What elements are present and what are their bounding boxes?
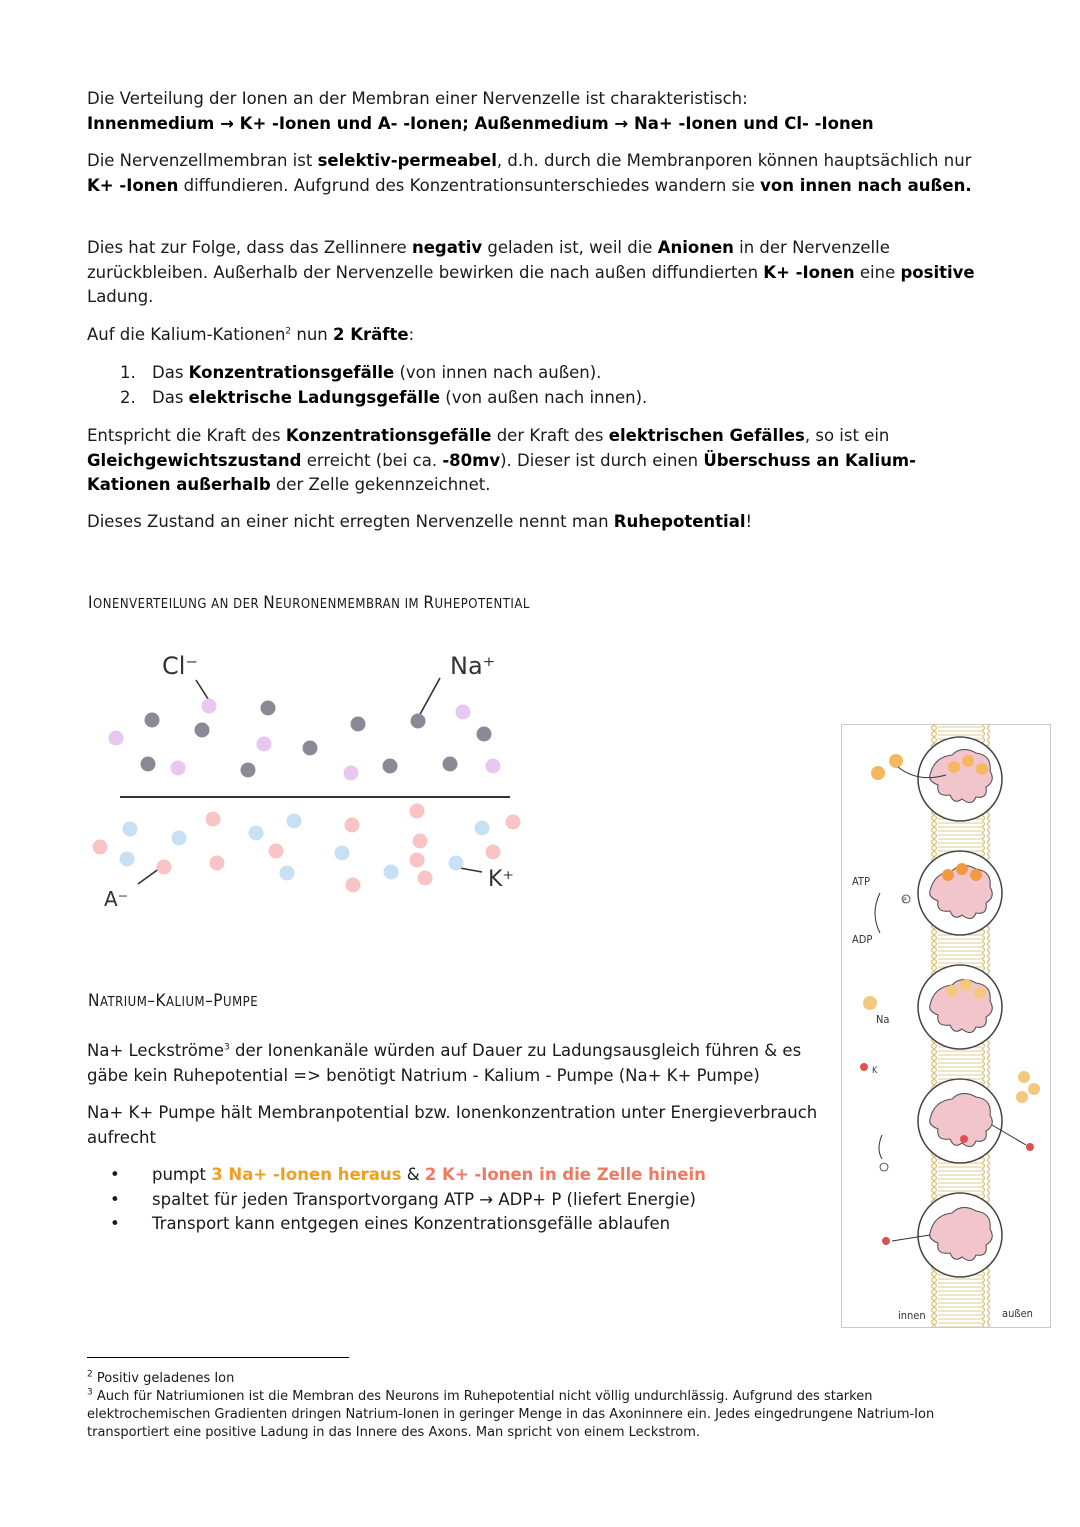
anion-pointer (138, 868, 160, 884)
ion-dot (249, 826, 264, 841)
phosphate-label: P (903, 897, 907, 904)
outer-ions (93, 804, 521, 893)
bullet: • (110, 1214, 120, 1233)
text: Dieses Zustand an einer nicht erregten Nervenzelle nennt man (87, 512, 614, 531)
pump-stage-1 (871, 737, 1002, 821)
leak-current-paragraph (87, 1039, 827, 1088)
ion-dot (486, 759, 501, 774)
footnote-ref: 3 (224, 1042, 230, 1053)
ion-dot (410, 804, 425, 819)
list-item (120, 386, 980, 411)
ion-dot (411, 714, 426, 729)
ion-dot (202, 699, 217, 714)
ion-dot (384, 865, 399, 880)
ion-dot (303, 741, 318, 756)
footnote-text: Auch für Natriumionen ist die Membran des Neurons im Ruhepotential nicht völlig undurchlässig. Aufgrund des starken elektrochemischen Gradienten dringen Natrium-Ionen in geringer Menge in das Axoninnere ein. Jedes eingedrungene Natrium-Ion transportiert eine positive Ladung in das Innere des Axons. Man spricht von einem Leckstrom. (87, 1389, 935, 1440)
ion-dot (345, 818, 360, 833)
footnotes (87, 1370, 987, 1442)
footnote-number: 2 (87, 1369, 93, 1380)
heading-word: ALIUM (166, 995, 206, 1010)
heading-separator: – (205, 991, 214, 1011)
text: erreicht (bei ca. (301, 450, 443, 470)
text: (von außen nach innen). (440, 387, 648, 407)
forces-paragraph (87, 323, 987, 348)
bold-term: Gleichgewichtszustand (87, 450, 302, 470)
text: Entspricht die Kraft des (87, 426, 286, 445)
footnote-number: 3 (87, 1387, 93, 1398)
ion-dot (383, 759, 398, 774)
ion-dot (145, 713, 160, 728)
text: pumpt (152, 1165, 212, 1184)
anion-label: A⁻ (104, 887, 129, 911)
text: Ladung. (87, 287, 154, 306)
ion-dot (410, 853, 425, 868)
heading-word: UHEPOTENTIAL (434, 597, 530, 612)
text: Dies hat zur Folge, dass das Zellinnere (87, 238, 412, 257)
inner-ions (109, 699, 501, 781)
pump-function-paragraph: Na+ K+ Pumpe hält Membranpotential bzw. Ionenkonzentration unter Energieverbrauch aufrecht (87, 1103, 818, 1147)
list-number: 2. (120, 387, 136, 407)
bold-term: negativ (411, 238, 483, 257)
ion-distribution-line: Innenmedium → K+ -Ionen und A- -Ionen; Außenmedium → Na+ -Ionen und Cl- -Ionen (87, 113, 874, 133)
text: spaltet für jeden Transportvorgang ATP → ADP+ P (liefert Energie) (152, 1189, 696, 1209)
heading-word: EURONENMEMBRAN (275, 597, 401, 612)
pump-facts-list (110, 1163, 810, 1237)
potassium-highlight: 2 K+ -Ionen in die Zelle hinein (424, 1165, 706, 1184)
list-item (110, 1163, 810, 1188)
text: ). Dieser ist durch einen (500, 450, 704, 470)
sodium-pointer (418, 678, 440, 718)
potassium-legend-dot (860, 1063, 868, 1071)
ion-dot (172, 831, 187, 846)
footnote-divider (87, 1357, 349, 1358)
ion-dot (109, 731, 124, 746)
text: Auf die Kalium-Kationen (87, 325, 286, 344)
ion-dot (261, 701, 276, 716)
ion-dot (241, 763, 256, 778)
outside-label: außen (1002, 1307, 1033, 1320)
text: geladen ist, weil die (482, 238, 658, 257)
ion-dot (456, 705, 471, 720)
ion-dot (280, 866, 295, 881)
text: der Kraft des (491, 426, 609, 445)
adp-label: ADP (852, 933, 873, 946)
ion-dot (443, 757, 458, 772)
inside-label: innen (898, 1309, 926, 1322)
atp-label: ATP (852, 875, 870, 888)
ion-dot (171, 761, 186, 776)
ion-dot (486, 845, 501, 860)
ion-dot (195, 723, 210, 738)
ion-dot (120, 852, 135, 867)
ion-dot (346, 878, 361, 893)
heading-word: ATRIUM (99, 995, 148, 1010)
bold-term: Ruhepotential (613, 512, 746, 531)
heading-word: AN DER (206, 597, 264, 612)
ion-dot (477, 727, 492, 742)
intro-line: Die Verteilung der Ionen an der Membran einer Nervenzelle ist charakteristisch: (87, 89, 748, 108)
sodium-potassium-pump-heading (88, 991, 258, 1011)
text: : (408, 325, 415, 344)
text: Transport kann entgegen eines Konzentrationsgefälle ablaufen (152, 1214, 671, 1233)
ion-dot (287, 814, 302, 829)
ion-dot (93, 840, 108, 855)
heading-word: IM (400, 597, 424, 612)
pump-cycle-svg (842, 725, 1050, 1327)
heading-initial: K (155, 991, 166, 1011)
text: diffundieren. Aufgrund des Konzentrationsunterschiedes wandern sie (178, 175, 761, 195)
heading-initial: I (88, 593, 94, 613)
ion-dot (418, 871, 433, 886)
ion-dot (141, 757, 156, 772)
sodium-highlight: 3 Na+ -Ionen heraus (211, 1165, 402, 1184)
heading-separator: – (147, 991, 156, 1011)
ion-dot (206, 812, 221, 827)
sodium-label: Na⁺ (450, 652, 496, 680)
list-item (110, 1188, 810, 1213)
text: Die Nervenzellmembran ist (87, 151, 318, 170)
intro-paragraph (87, 87, 987, 136)
heading-initial: P (213, 991, 224, 1011)
ion-dot (413, 834, 428, 849)
footnote-3 (87, 1388, 987, 1442)
text: Das (152, 363, 189, 382)
text: in der Nervenzelle zurückbleiben. Außerhalb der Nervenzelle bewirken die nach außen diffundierten (87, 238, 890, 282)
heading-initial: R (423, 593, 435, 613)
list-number: 1. (120, 363, 136, 382)
heading-word: UMPE (223, 995, 259, 1010)
bold-term: selektiv-permeabel (317, 151, 497, 170)
list-item (110, 1212, 810, 1237)
bold-term: Konzentrationsgefälle (285, 426, 492, 445)
ion-dot (157, 860, 172, 875)
resting-potential-paragraph (87, 510, 987, 535)
ion-dot (506, 815, 521, 830)
ion-distribution-heading (88, 593, 530, 613)
bold-term: elektrischen Gefälles (608, 426, 805, 445)
ion-dot (257, 737, 272, 752)
text: , d.h. durch die Membranporen können hauptsächlich nur (496, 151, 972, 170)
bold-term: Überschuss an Kalium-Kationen außerhalb (87, 450, 916, 494)
sodium-legend-dot (863, 996, 877, 1010)
text: , so ist ein (804, 426, 890, 445)
text: der Ionenkanäle würden auf Dauer zu Ladungsausgleich führen & es gäbe kein Ruhepotential => benötigt Natrium - Kalium - Pumpe (Na+ K+ Pumpe) (87, 1041, 802, 1085)
text: nun (291, 325, 334, 344)
chloride-label: Cl⁻ (162, 652, 199, 680)
bold-term: K+ -Ionen (87, 175, 179, 195)
heading-initial: N (88, 991, 100, 1011)
bold-term: Konzentrationsgefälle (188, 363, 395, 382)
bold-term: -80mv (442, 450, 501, 470)
bullet: • (110, 1165, 120, 1184)
bold-term: Anionen (657, 238, 734, 257)
text: Na+ Leckströme (87, 1041, 225, 1060)
heading-initial: N (263, 593, 276, 613)
sodium-legend-label: Na (876, 1013, 890, 1026)
bullet: • (110, 1189, 120, 1209)
bold-term: von innen nach außen. (760, 175, 972, 195)
potassium-pointer (460, 868, 482, 872)
pump-stage-4 (879, 1071, 1040, 1171)
equilibrium-paragraph (87, 424, 987, 498)
text: (von innen nach außen). (394, 363, 602, 382)
forces-list (120, 361, 980, 410)
footnote-text: Positiv geladenes Ion (96, 1371, 235, 1386)
heading-word: ONENVERTEILUNG (93, 597, 207, 612)
ion-dot (210, 856, 225, 871)
pump-cycle-figure (841, 724, 1051, 1328)
text: der Zelle gekennzeichnet. (270, 475, 491, 494)
text: & (401, 1165, 425, 1184)
ion-dot (123, 822, 138, 837)
footnote-2 (87, 1370, 987, 1388)
ion-dot (449, 856, 464, 871)
potassium-legend-label: K (872, 1066, 878, 1076)
ion-dot (344, 766, 359, 781)
potassium-label: K⁺ (488, 867, 515, 892)
text: ! (745, 512, 753, 531)
bold-term: positive (900, 262, 975, 282)
ion-dot (269, 844, 284, 859)
ion-dot (335, 846, 350, 861)
pump-stage-5 (882, 1193, 1002, 1277)
text: Das (152, 387, 189, 407)
footnote-ref: 2 (285, 326, 292, 337)
bold-term: 2 Kräfte (333, 325, 409, 344)
ion-dot (351, 717, 366, 732)
permeability-paragraph (87, 149, 987, 198)
bold-term: elektrische Ladungsgefälle (188, 387, 441, 407)
bold-term: K+ -Ionen (763, 262, 855, 282)
ion-dot (475, 821, 490, 836)
text: eine (854, 262, 901, 282)
list-item (120, 361, 980, 386)
charge-paragraph (87, 236, 987, 310)
ion-distribution-diagram (88, 640, 528, 920)
